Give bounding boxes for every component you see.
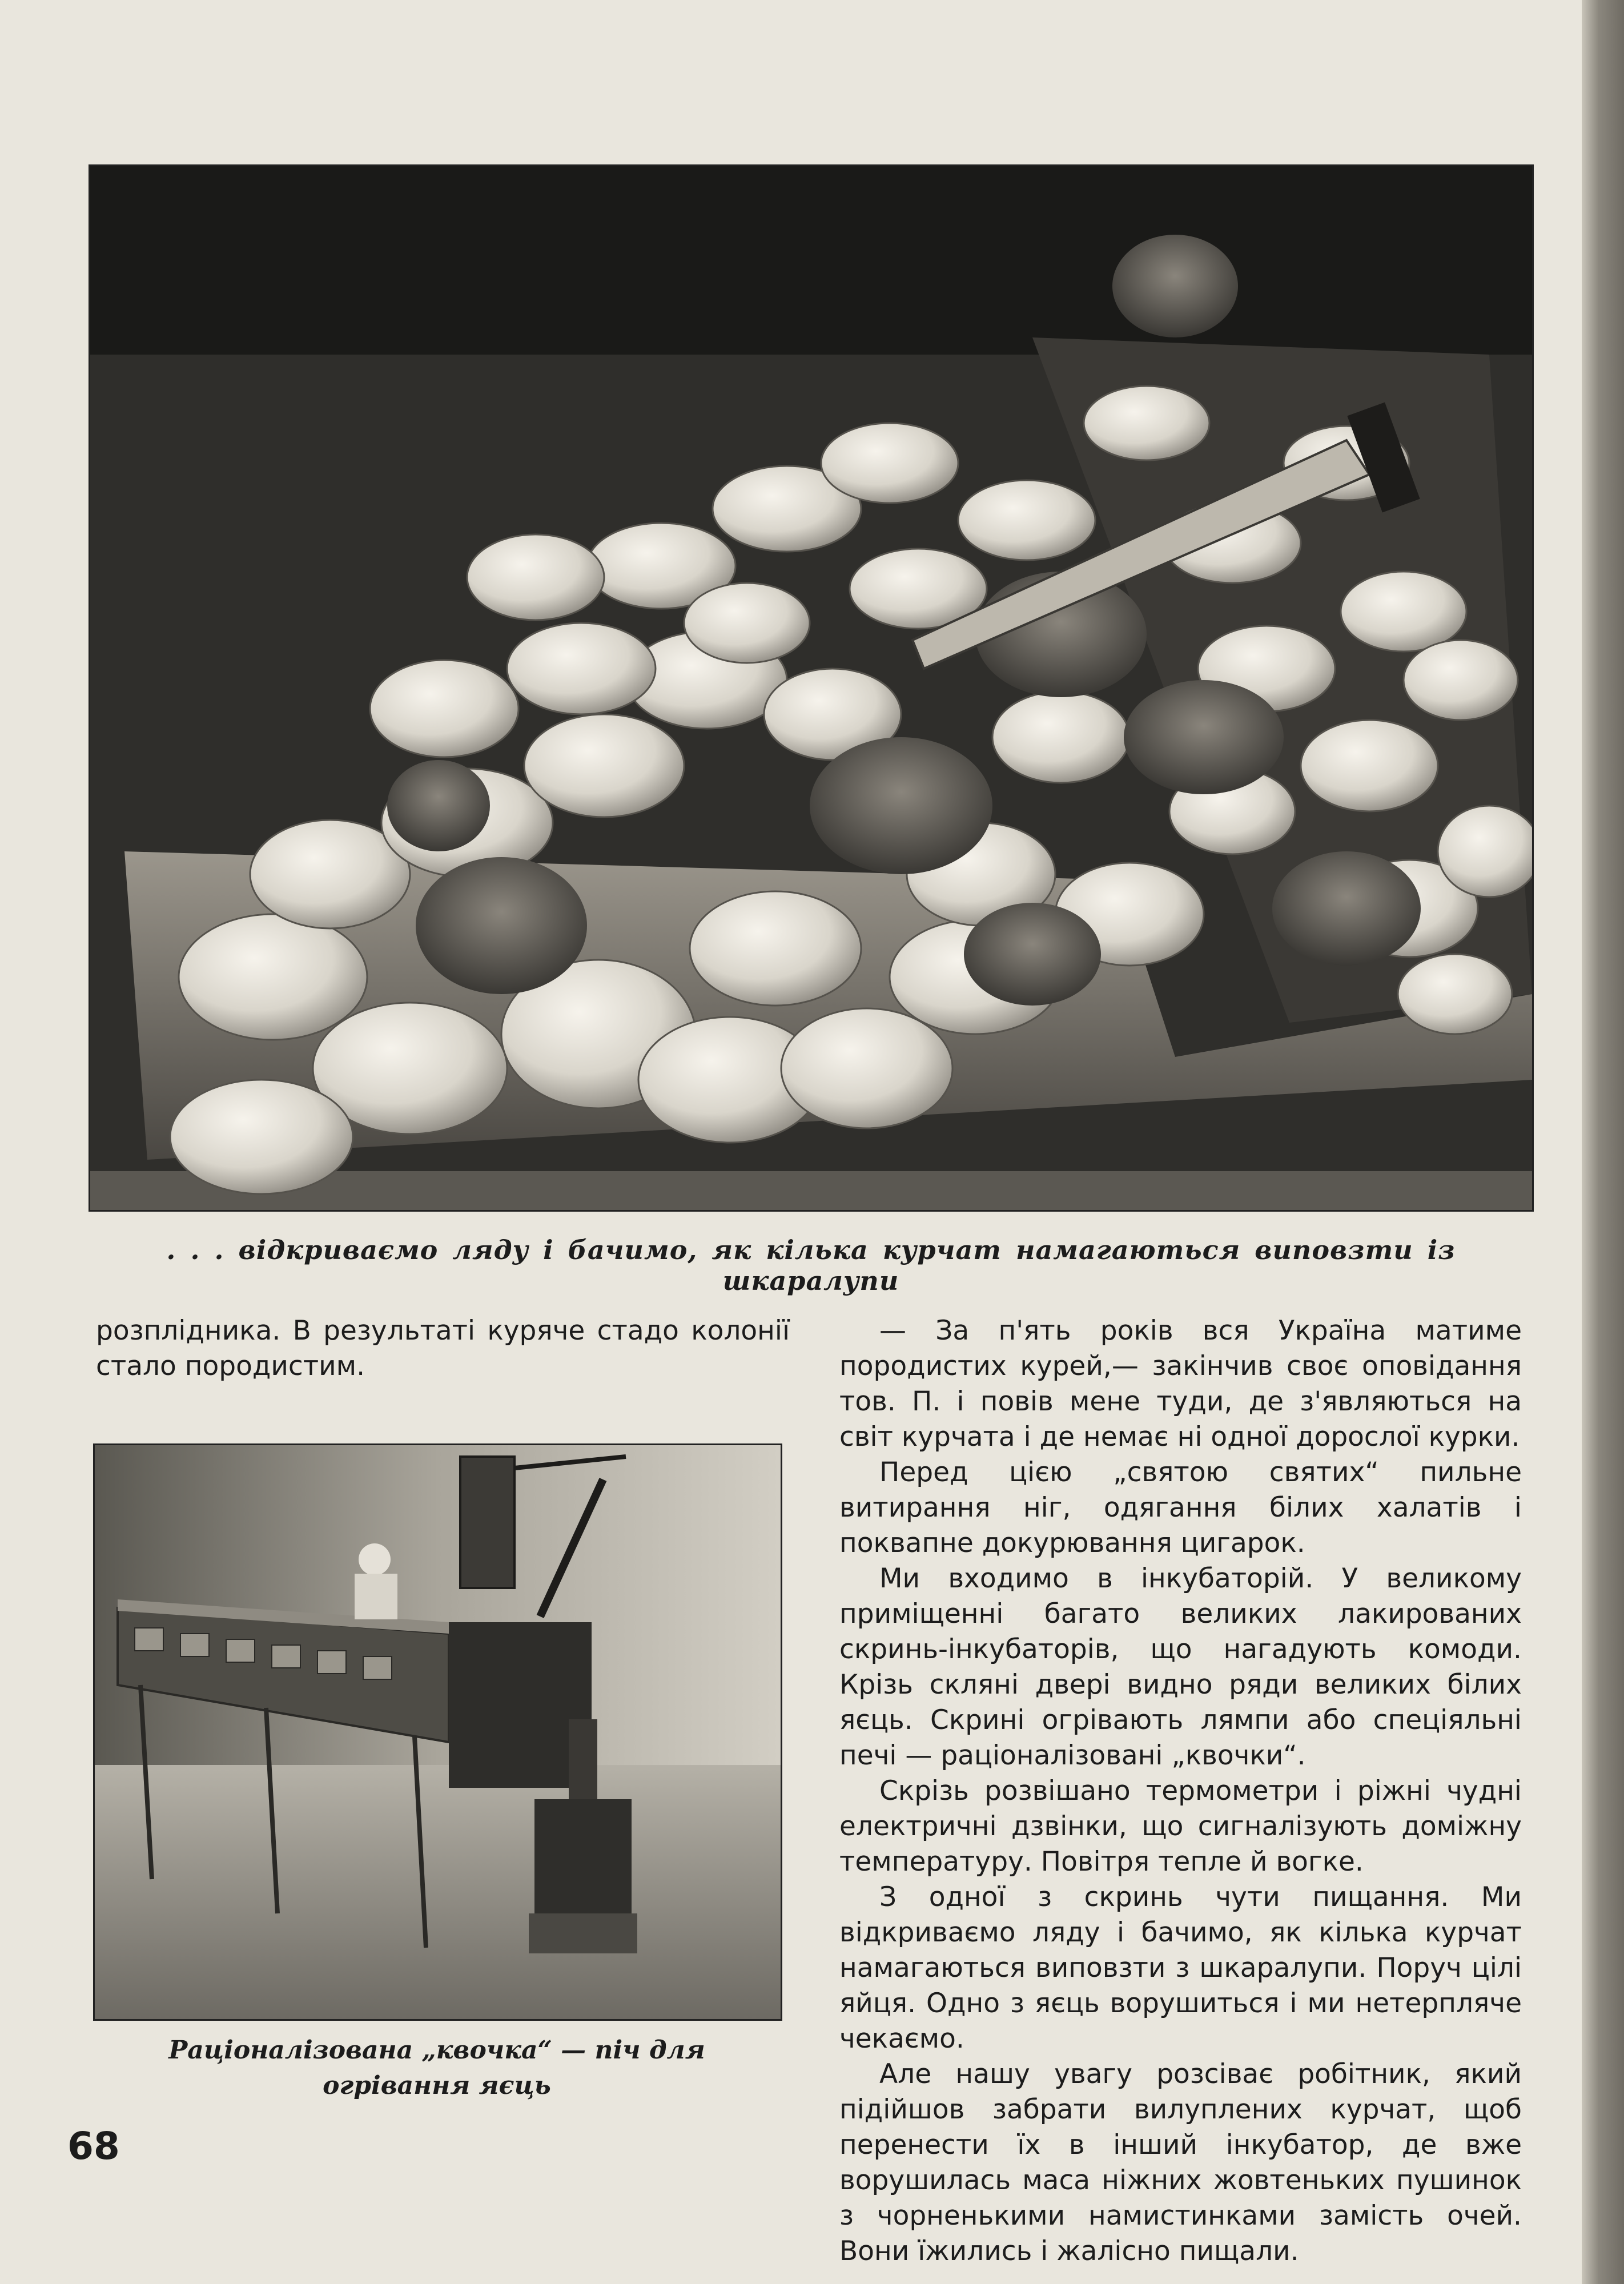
right-paragraph: Перед цією „святою святих“ пильне витирання ніг, одягання білих халатів і поквапне докурювання цигарок. <box>839 1457 1522 1559</box>
right-paragraph: Скрізь розвішано термометри і ріжні чудні електричні дзвінки, що сигналізують доміжну температуру. Повітря тепле й вогке. <box>839 1775 1522 1877</box>
page-edge-shadow <box>1582 0 1624 2284</box>
incubator-illustration <box>95 1445 781 2019</box>
right-paragraph: З одної з скринь чути пищання. Ми відкриваємо ляду і бачимо, як кілька курчат намагаються виповзти з шкаралупи. Поруч цілі яйця. Одно з яєць ворушиться і ми нетерпляче чекаємо. <box>839 1881 1522 2054</box>
page-number: 68 <box>67 2124 120 2168</box>
right-paragraph: Ми входимо в інкубаторій. У великому приміщенні багато великих лакированих скринь-інкубаторів, що нагадують комоди. Крізь скляні двері видно ряди великих білих яєць. Скрині огрівають лямпи або спеціяльні печі — раціоналізовані „квочки“. <box>839 1563 1522 1771</box>
eggs-tray-illustration <box>90 166 1532 1210</box>
right-column-text <box>839 1313 1522 2269</box>
bottom-photo-caption: Раціоналізована „квочка“ — піч для огрівання яєць <box>168 2036 705 2100</box>
left-column-text <box>96 1313 790 1384</box>
top-photo-caption: . . . відкриваємо ляду і бачимо, як кілька курчат намагаються виповзти із шкаралупи <box>166 1235 1456 1296</box>
right-paragraph: Але нашу увагу розсіває робітник, який підійшов забрати вилуплених курчат, щоб перенести їх в інший інкубатор, де вже ворушилась маса ніжних жовтеньких пушинок з чорненькими намистинками замість очей. Вони їжились і жалісно пищали. <box>839 2058 1522 2267</box>
photo-eggs-and-chicks <box>89 164 1534 1212</box>
right-paragraph: — За п'ять років вся Україна матиме породистих курей,— закінчив своє оповідання тов. П. і повів мене туди, де з'являються на світ курчата і де немає ні одної дорослої курки. <box>839 1315 1522 1453</box>
left-paragraph: розплідника. В результаті куряче стадо колонії стало породистим. <box>96 1315 790 1382</box>
photo-incubator-stove <box>93 1443 782 2021</box>
